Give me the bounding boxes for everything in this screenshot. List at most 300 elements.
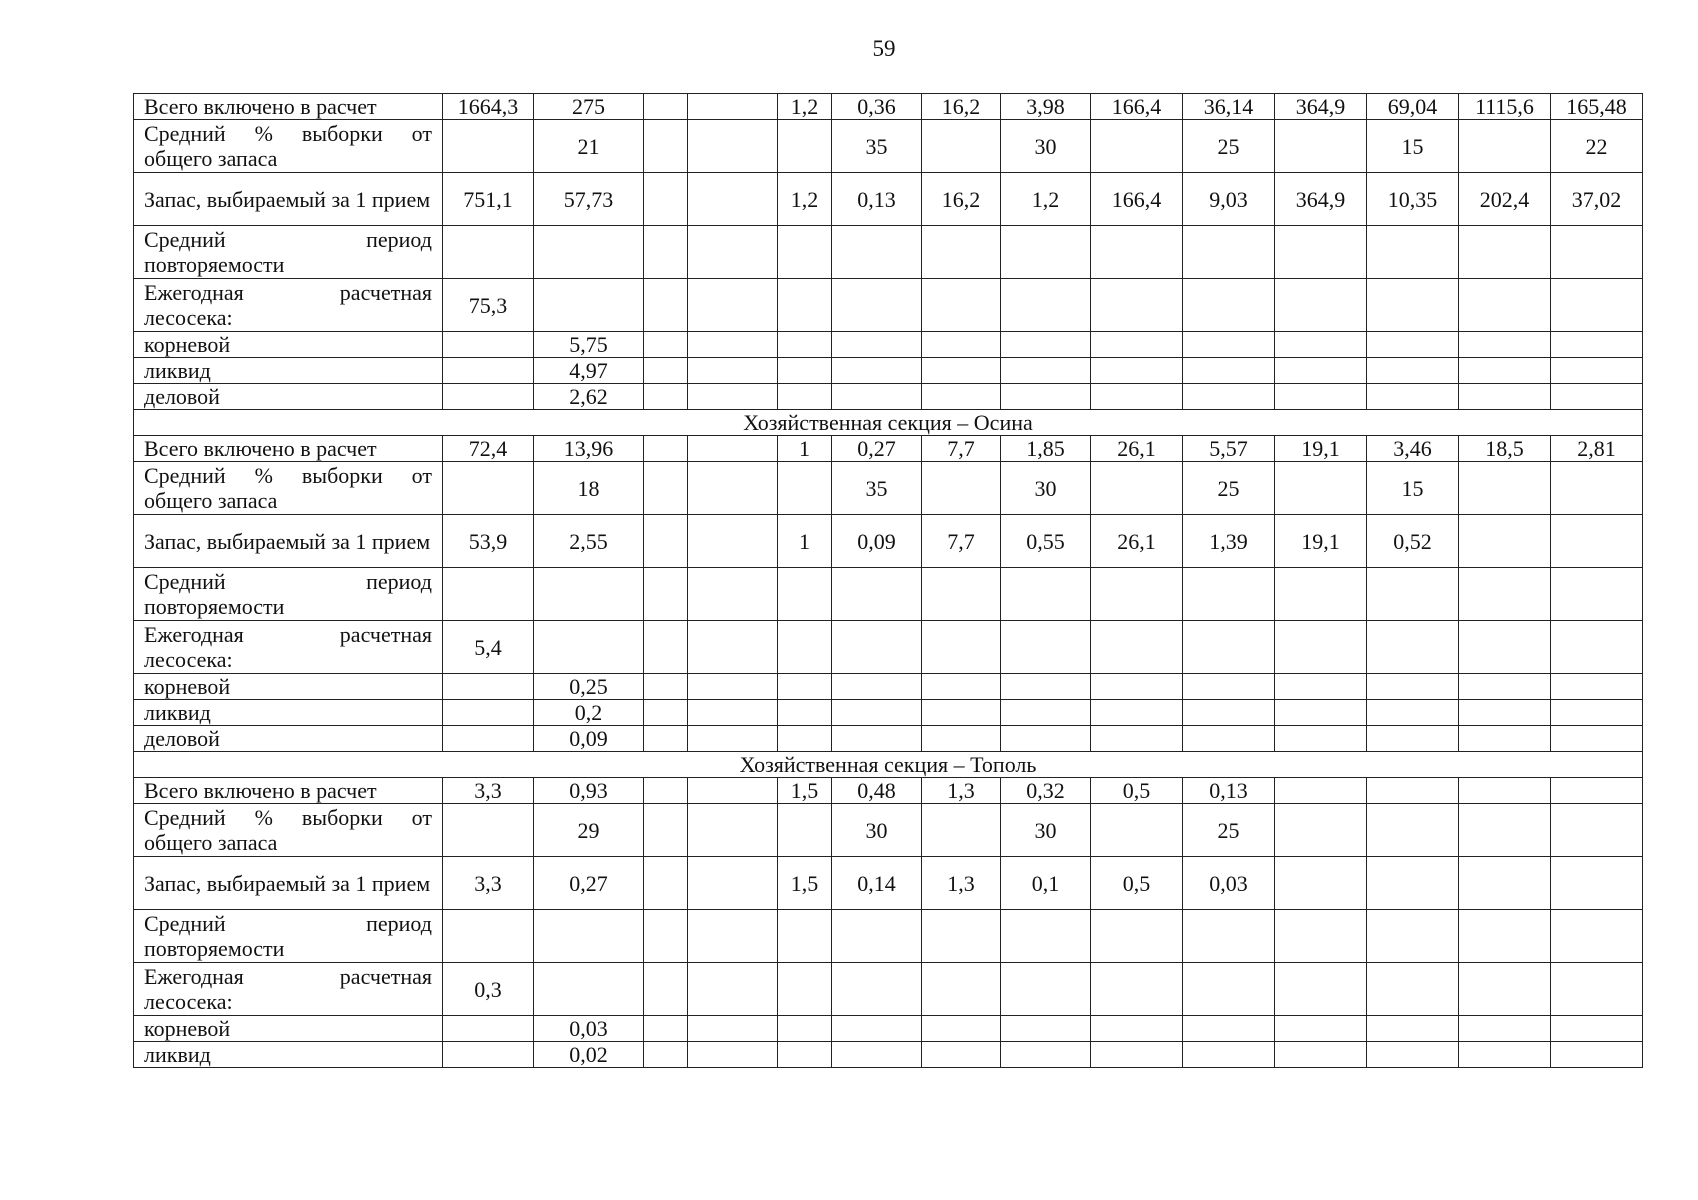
table-cell: 30 [1001, 804, 1091, 857]
table-cell [922, 358, 1001, 384]
section-header-row [134, 752, 1643, 778]
table-cell [1183, 910, 1275, 963]
table-cell: 1,5 [778, 857, 832, 910]
table-cell: 0,03 [534, 1016, 644, 1042]
table-cell: 16,2 [922, 173, 1001, 226]
table-cell [1367, 700, 1459, 726]
table-row [134, 1016, 1643, 1042]
table-row [134, 515, 1643, 568]
table-cell: 1115,6 [1459, 94, 1551, 120]
table-cell [1091, 804, 1183, 857]
table-cell [832, 358, 922, 384]
table-cell: 69,04 [1367, 94, 1459, 120]
table-cell: 3,3 [443, 778, 534, 804]
table-cell [1183, 963, 1275, 1016]
table-cell: 29 [534, 804, 644, 857]
table-cell: 5,57 [1183, 436, 1275, 462]
table-cell: 1,85 [1001, 436, 1091, 462]
table-cell: 0,02 [534, 1042, 644, 1068]
table-cell [1459, 778, 1551, 804]
table-cell [832, 726, 922, 752]
table-cell [778, 462, 832, 515]
table-cell [1551, 515, 1643, 568]
table-cell [922, 568, 1001, 621]
table-cell [1183, 1016, 1275, 1042]
table-cell: 0,25 [534, 674, 644, 700]
table-cell [1551, 857, 1643, 910]
table-cell [1001, 358, 1091, 384]
table-cell [1551, 621, 1643, 674]
table-cell: 30 [832, 804, 922, 857]
table-cell [1001, 621, 1091, 674]
table-cell: 275 [534, 94, 644, 120]
row-label: Ежегодная расчетная лесосека: [134, 279, 443, 332]
table-row [134, 462, 1643, 515]
table-cell [922, 384, 1001, 410]
table-cell: 30 [1001, 462, 1091, 515]
table-cell: 751,1 [443, 173, 534, 226]
table-cell [832, 674, 922, 700]
table-cell: 2,55 [534, 515, 644, 568]
table-cell [1367, 384, 1459, 410]
table-cell [1183, 226, 1275, 279]
table-row [134, 778, 1643, 804]
table-cell [1275, 332, 1367, 358]
table-cell [1091, 332, 1183, 358]
row-label: Средний % выборки от общего запаса [134, 804, 443, 857]
table-row [134, 910, 1643, 963]
table-cell: 0,36 [832, 94, 922, 120]
table-cell: 166,4 [1091, 173, 1183, 226]
table-cell: 22 [1551, 120, 1643, 173]
table-cell [1091, 674, 1183, 700]
table-cell [1001, 226, 1091, 279]
table-cell: 0,1 [1001, 857, 1091, 910]
table-row [134, 173, 1643, 226]
table-cell [1459, 1042, 1551, 1068]
table-cell [644, 857, 688, 910]
table-cell: 1 [778, 515, 832, 568]
table-cell: 364,9 [1275, 94, 1367, 120]
table-cell [443, 1016, 534, 1042]
table-cell [1551, 674, 1643, 700]
table-cell [688, 462, 778, 515]
table-cell [922, 1042, 1001, 1068]
table-cell: 19,1 [1275, 436, 1367, 462]
table-cell: 0,32 [1001, 778, 1091, 804]
table-cell: 165,48 [1551, 94, 1643, 120]
table-cell [1551, 910, 1643, 963]
table-cell [1275, 384, 1367, 410]
table-cell [832, 1016, 922, 1042]
allowable-cut-table [133, 93, 1643, 1068]
table-row [134, 436, 1643, 462]
table-cell [922, 804, 1001, 857]
table-cell: 9,03 [1183, 173, 1275, 226]
table-cell [922, 120, 1001, 173]
table-cell [688, 568, 778, 621]
section-title: Хозяйственная секция – Тополь [134, 752, 1643, 778]
table-cell [1459, 963, 1551, 1016]
table-cell [1001, 568, 1091, 621]
table-cell [644, 279, 688, 332]
table-cell [1001, 1042, 1091, 1068]
table-cell [778, 226, 832, 279]
row-label: корневой [134, 332, 443, 358]
table-cell: 0,48 [832, 778, 922, 804]
table-cell [1275, 462, 1367, 515]
table-cell [1183, 674, 1275, 700]
table-cell [1275, 279, 1367, 332]
table-cell [1091, 462, 1183, 515]
table-cell [688, 436, 778, 462]
table-cell [1459, 568, 1551, 621]
table-cell [1367, 857, 1459, 910]
table-cell [644, 384, 688, 410]
table-cell [644, 436, 688, 462]
table-row [134, 332, 1643, 358]
table-row [134, 621, 1643, 674]
table-cell [1551, 1042, 1643, 1068]
row-label: ликвид [134, 1042, 443, 1068]
table-cell [832, 1042, 922, 1068]
section-title: Хозяйственная секция – Осина [134, 410, 1643, 436]
table-cell [1459, 226, 1551, 279]
table-cell [922, 910, 1001, 963]
table-cell [1459, 332, 1551, 358]
table-cell [922, 726, 1001, 752]
table-cell [1275, 1016, 1367, 1042]
table-cell [778, 1042, 832, 1068]
table-cell: 5,75 [534, 332, 644, 358]
table-cell [644, 963, 688, 1016]
table-cell [644, 462, 688, 515]
table-row [134, 94, 1643, 120]
row-label: деловой [134, 384, 443, 410]
table-cell [778, 804, 832, 857]
row-label: Ежегодная расчетная лесосека: [134, 963, 443, 1016]
table-cell: 0,13 [1183, 778, 1275, 804]
table-cell [1367, 621, 1459, 674]
table-cell [1459, 621, 1551, 674]
table-cell [644, 568, 688, 621]
table-cell: 0,5 [1091, 778, 1183, 804]
table-cell [832, 621, 922, 674]
table-cell: 0,27 [832, 436, 922, 462]
table-cell [922, 1016, 1001, 1042]
table-cell: 15 [1367, 120, 1459, 173]
table-cell: 10,35 [1367, 173, 1459, 226]
table-cell: 30 [1001, 120, 1091, 173]
table-cell [1367, 358, 1459, 384]
table-cell [1367, 332, 1459, 358]
table-cell [1551, 279, 1643, 332]
table-cell [1275, 226, 1367, 279]
table-cell [1367, 726, 1459, 752]
table-cell [1091, 384, 1183, 410]
table-cell [778, 700, 832, 726]
table-cell [1275, 804, 1367, 857]
table-cell [534, 568, 644, 621]
row-label: Всего включено в расчет [134, 778, 443, 804]
table-cell: 1,39 [1183, 515, 1275, 568]
table-cell [832, 332, 922, 358]
table-cell [688, 804, 778, 857]
table-cell [1001, 1016, 1091, 1042]
table-cell: 0,93 [534, 778, 644, 804]
table-cell [778, 358, 832, 384]
table-cell [1459, 857, 1551, 910]
table-cell [1459, 462, 1551, 515]
table-cell [688, 94, 778, 120]
table-cell [1001, 910, 1091, 963]
table-cell [1275, 700, 1367, 726]
table-cell [922, 700, 1001, 726]
table-cell [1551, 384, 1643, 410]
table-cell [1551, 568, 1643, 621]
table-cell [644, 173, 688, 226]
table-cell [443, 384, 534, 410]
table-cell [1551, 804, 1643, 857]
table-cell [922, 963, 1001, 1016]
table-cell [778, 120, 832, 173]
table-cell [778, 621, 832, 674]
table-cell: 1 [778, 436, 832, 462]
table-cell [534, 963, 644, 1016]
row-label: Всего включено в расчет [134, 94, 443, 120]
table-cell: 35 [832, 462, 922, 515]
table-cell [922, 279, 1001, 332]
row-label: Средний период повторяемости [134, 568, 443, 621]
table-cell [1551, 1016, 1643, 1042]
table-cell [1183, 332, 1275, 358]
table-cell [688, 515, 778, 568]
table-cell [1367, 1016, 1459, 1042]
table-cell [644, 1016, 688, 1042]
table-row [134, 674, 1643, 700]
table-cell [644, 94, 688, 120]
table-cell [1459, 726, 1551, 752]
table-cell [644, 700, 688, 726]
table-cell: 2,81 [1551, 436, 1643, 462]
table-cell [1459, 700, 1551, 726]
table-cell [644, 726, 688, 752]
table-cell [644, 910, 688, 963]
table-cell: 72,4 [443, 436, 534, 462]
table-cell: 7,7 [922, 436, 1001, 462]
table-cell [1367, 1042, 1459, 1068]
table-row [134, 226, 1643, 279]
table-cell [832, 910, 922, 963]
table-cell [1551, 226, 1643, 279]
table-cell [1459, 384, 1551, 410]
table-cell [1183, 621, 1275, 674]
table-cell [1459, 1016, 1551, 1042]
table-cell: 21 [534, 120, 644, 173]
table-cell [1183, 1042, 1275, 1068]
table-cell [443, 726, 534, 752]
table-cell: 1,3 [922, 778, 1001, 804]
table-cell [1551, 963, 1643, 1016]
table-cell [688, 857, 778, 910]
table-cell [443, 462, 534, 515]
table-cell [644, 226, 688, 279]
table-cell [1275, 674, 1367, 700]
table-cell [1091, 1016, 1183, 1042]
table-cell [1091, 726, 1183, 752]
table-cell: 75,3 [443, 279, 534, 332]
table-cell [1275, 963, 1367, 1016]
table-cell [1275, 857, 1367, 910]
table-cell: 0,14 [832, 857, 922, 910]
table-cell [832, 384, 922, 410]
table-cell [1183, 726, 1275, 752]
table-cell [1459, 120, 1551, 173]
table-cell: 0,5 [1091, 857, 1183, 910]
table-cell [1183, 700, 1275, 726]
table-cell [688, 226, 778, 279]
table-cell: 364,9 [1275, 173, 1367, 226]
table-cell [1275, 778, 1367, 804]
table-cell [688, 358, 778, 384]
table-cell [778, 726, 832, 752]
table-cell: 3,98 [1001, 94, 1091, 120]
table-cell [644, 778, 688, 804]
table-cell [1367, 226, 1459, 279]
table-cell [1183, 279, 1275, 332]
table-cell: 37,02 [1551, 173, 1643, 226]
section-header-row [134, 410, 1643, 436]
table-row [134, 279, 1643, 332]
table-cell [443, 332, 534, 358]
table-cell [644, 674, 688, 700]
row-label: Запас, выбираемый за 1 прием [134, 515, 443, 568]
table-cell [1091, 279, 1183, 332]
table-cell: 26,1 [1091, 515, 1183, 568]
table-cell [443, 568, 534, 621]
table-cell [688, 332, 778, 358]
table-row [134, 568, 1643, 621]
table-cell [688, 1016, 778, 1042]
table-cell [534, 226, 644, 279]
row-label: Ежегодная расчетная лесосека: [134, 621, 443, 674]
table-cell [644, 1042, 688, 1068]
row-label: Запас, выбираемый за 1 прием [134, 173, 443, 226]
table-cell [1551, 700, 1643, 726]
row-label: ликвид [134, 700, 443, 726]
table-cell [688, 700, 778, 726]
table-cell [688, 621, 778, 674]
table-cell [1091, 120, 1183, 173]
table-cell [1367, 674, 1459, 700]
table-cell [1001, 700, 1091, 726]
table-cell: 0,03 [1183, 857, 1275, 910]
table-cell [1091, 963, 1183, 1016]
table-cell [1183, 358, 1275, 384]
table-cell [1091, 621, 1183, 674]
row-label: Средний период повторяемости [134, 910, 443, 963]
table-cell [1367, 568, 1459, 621]
table-cell: 25 [1183, 462, 1275, 515]
table-cell: 1,2 [1001, 173, 1091, 226]
table-cell [1551, 726, 1643, 752]
table-cell [688, 726, 778, 752]
table-cell: 0,3 [443, 963, 534, 1016]
table-cell [778, 568, 832, 621]
table-cell [443, 1042, 534, 1068]
table-cell: 1,2 [778, 94, 832, 120]
table-cell [1183, 384, 1275, 410]
table-cell: 3,46 [1367, 436, 1459, 462]
table-cell [778, 910, 832, 963]
table-cell [688, 910, 778, 963]
table-cell: 35 [832, 120, 922, 173]
row-label: корневой [134, 1016, 443, 1042]
table-cell: 26,1 [1091, 436, 1183, 462]
table-cell [1275, 621, 1367, 674]
table-cell [922, 674, 1001, 700]
table-cell [1551, 358, 1643, 384]
table-cell [778, 332, 832, 358]
table-cell [922, 462, 1001, 515]
table-cell [1367, 778, 1459, 804]
row-label: Средний % выборки от общего запаса [134, 462, 443, 515]
table-cell [1275, 1042, 1367, 1068]
table-cell [688, 120, 778, 173]
table-cell [688, 778, 778, 804]
table-cell: 7,7 [922, 515, 1001, 568]
table-cell [1367, 963, 1459, 1016]
row-label: Всего включено в расчет [134, 436, 443, 462]
table-cell: 57,73 [534, 173, 644, 226]
row-label: Запас, выбираемый за 1 прием [134, 857, 443, 910]
table-cell [443, 910, 534, 963]
table-cell [1275, 120, 1367, 173]
table-cell: 166,4 [1091, 94, 1183, 120]
table-cell [644, 358, 688, 384]
table-cell: 0,2 [534, 700, 644, 726]
table-cell: 19,1 [1275, 515, 1367, 568]
table-cell [1459, 515, 1551, 568]
table-cell: 1,2 [778, 173, 832, 226]
table-cell [534, 621, 644, 674]
table-cell [832, 700, 922, 726]
table-cell [443, 700, 534, 726]
table-cell: 0,09 [832, 515, 922, 568]
table-cell [778, 384, 832, 410]
table-cell [1367, 279, 1459, 332]
table-cell [832, 568, 922, 621]
row-label: деловой [134, 726, 443, 752]
table-cell: 18,5 [1459, 436, 1551, 462]
table-cell [1091, 226, 1183, 279]
table-cell [1001, 332, 1091, 358]
row-label: Средний % выборки от общего запаса [134, 120, 443, 173]
table-cell [688, 279, 778, 332]
table-cell [1459, 674, 1551, 700]
table-cell [688, 963, 778, 1016]
table-cell: 0,55 [1001, 515, 1091, 568]
table-cell [1183, 568, 1275, 621]
table-cell [1275, 358, 1367, 384]
table-cell [1459, 279, 1551, 332]
table-cell [443, 226, 534, 279]
table-cell: 36,14 [1183, 94, 1275, 120]
table-cell [1091, 700, 1183, 726]
table-cell [1001, 279, 1091, 332]
page-number: 59 [872, 36, 896, 61]
table-row [134, 804, 1643, 857]
